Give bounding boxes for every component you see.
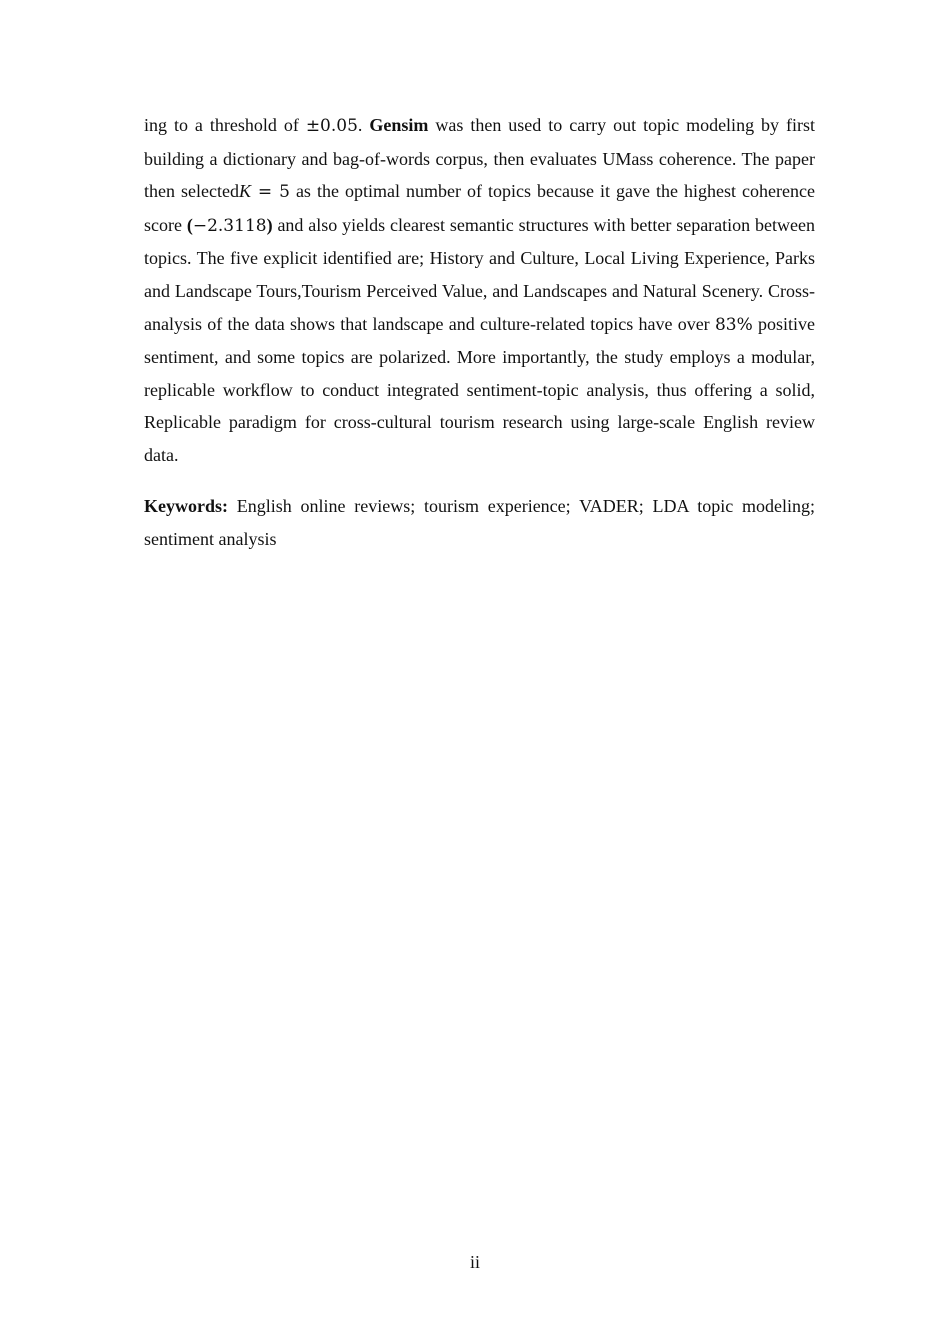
coherence-score: −2.3118 — [192, 215, 267, 236]
abstract-text: . — [357, 115, 370, 135]
keywords-paragraph — [144, 490, 815, 555]
keywords-text: English online reviews; tourism experience; VADER; LDA topic modeling; sentiment analysis — [144, 496, 815, 549]
paren-open: ( — [186, 214, 193, 235]
abstract-paragraph — [144, 109, 815, 472]
page-number: ii — [469, 1252, 480, 1272]
abstract-text: positive sentiment, and some topics are polarized. More importantly, the study employs a modular, replicable workflow to conduct integrated sentiment-topic analysis, thus offering a solid, Replicable paradigm for cross-cultural tourism research using large-scale English review data. — [144, 313, 816, 465]
abstract-text: as the optimal number of topics because it gave the highest coherence score — [144, 181, 815, 235]
paren-close: ) — [266, 214, 273, 235]
gensim-term: Gensim — [369, 115, 429, 135]
k-symbol: K — [238, 181, 251, 202]
keywords-label: Keywords: — [144, 496, 228, 516]
abstract-text: ing to a threshold of — [144, 115, 306, 135]
threshold-value: ±0.05 — [305, 116, 358, 136]
abstract-text: and also yields clearest semantic structures with better separation between topics. The five explicit identified are; History and Culture, Local Living Experience, Parks and Landscape Tours,Tourism Perceived Value, and Landscapes and Natural Scenery. Cross-analysis of the data shows that landscape and culture-related topics have over — [144, 214, 815, 334]
k-value: = 5 — [251, 182, 290, 203]
positive-percent: 83% — [714, 314, 753, 335]
abstract-text: was then used to carry out topic modeling by first building a dictionary and bag-of-words corpus, then evaluates UMass coherence. The paper then selected — [144, 115, 815, 202]
